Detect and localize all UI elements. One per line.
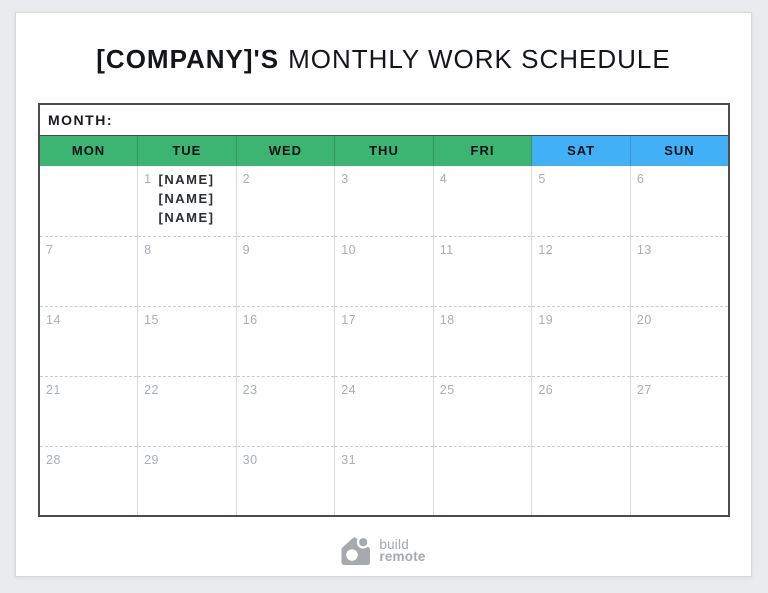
calendar-cell xyxy=(433,166,532,236)
calendar-cell xyxy=(532,236,631,306)
page-title xyxy=(16,44,751,75)
date-number: 28 xyxy=(46,452,61,467)
calendar-cell xyxy=(532,376,631,446)
calendar-cell xyxy=(630,446,729,516)
calendar-cell xyxy=(630,236,729,306)
date-number: 30 xyxy=(242,452,258,467)
calendar-cell xyxy=(630,376,729,446)
date-number: 5 xyxy=(538,172,546,186)
calendar-cell xyxy=(39,446,138,516)
calendar-cell xyxy=(630,306,729,376)
name-entry: [NAME] xyxy=(158,191,215,206)
date-number: 21 xyxy=(46,382,61,397)
date-number: 19 xyxy=(538,312,554,327)
calendar-cell xyxy=(335,236,434,306)
date-number: 4 xyxy=(439,172,448,186)
calendar-cell xyxy=(335,376,434,446)
schedule-table xyxy=(38,103,730,517)
date-number: 11 xyxy=(439,242,454,257)
calendar-cell xyxy=(138,446,237,516)
date-number: 15 xyxy=(144,312,159,327)
date-number: 17 xyxy=(341,312,357,327)
buildremote-logo xyxy=(16,532,751,570)
logo-line-build: build xyxy=(379,536,409,552)
calendar-cell xyxy=(39,376,138,446)
calendar-cell xyxy=(236,166,335,236)
date-number: 22 xyxy=(144,382,159,397)
calendar-cell xyxy=(335,446,434,516)
date-number: 6 xyxy=(636,172,645,186)
month-field: MONTH: xyxy=(39,104,729,135)
date-number: 18 xyxy=(439,312,455,327)
date-number: 7 xyxy=(46,242,54,257)
calendar-week-row xyxy=(39,236,729,306)
name-entry: [NAME] xyxy=(158,210,215,225)
date-number: 13 xyxy=(636,242,652,257)
date-number: 20 xyxy=(636,312,652,327)
day-header-tue: TUE xyxy=(138,135,237,166)
date-number: 27 xyxy=(636,382,652,397)
calendar-cell xyxy=(532,446,631,516)
day-header-thu: THU xyxy=(335,135,434,166)
assigned-names xyxy=(159,170,215,227)
calendar-week-row xyxy=(39,306,729,376)
date-number: 31 xyxy=(341,452,357,467)
title-rest: MONTHLY WORK SCHEDULE xyxy=(288,44,671,74)
date-number: 26 xyxy=(538,382,554,397)
date-number: 25 xyxy=(439,382,455,397)
day-header-sun: SUN xyxy=(630,135,729,166)
calendar-cell xyxy=(433,306,532,376)
name-entry: [NAME] xyxy=(158,172,215,187)
calendar-cell xyxy=(138,306,237,376)
calendar-cell xyxy=(433,236,532,306)
schedule-card xyxy=(15,12,752,577)
date-number: 8 xyxy=(144,242,152,257)
calendar-cell xyxy=(39,306,138,376)
calendar-cell xyxy=(236,236,335,306)
calendar-cell xyxy=(433,376,532,446)
date-number: 12 xyxy=(538,242,554,257)
date-number: 29 xyxy=(144,452,159,467)
month-row xyxy=(39,104,729,135)
calendar-cell xyxy=(335,166,434,236)
date-number: 9 xyxy=(242,242,251,257)
day-header-wed: WED xyxy=(236,135,335,166)
calendar-cell xyxy=(433,446,532,516)
calendar-body xyxy=(39,166,729,516)
calendar-week-row xyxy=(39,446,729,516)
date-number: 10 xyxy=(341,242,357,257)
calendar-cell xyxy=(532,166,631,236)
calendar-cell xyxy=(630,166,729,236)
calendar-cell xyxy=(236,446,335,516)
date-number: 3 xyxy=(341,172,349,186)
logo-line-remote: remote xyxy=(379,549,426,564)
date-number: 16 xyxy=(242,312,258,327)
day-header-fri: FRI xyxy=(433,135,532,166)
calendar-cell xyxy=(236,376,335,446)
calendar-cell xyxy=(236,306,335,376)
calendar-cell xyxy=(138,236,237,306)
day-header-mon: MON xyxy=(39,135,138,166)
calendar-cell xyxy=(138,166,237,236)
calendar-cell xyxy=(39,236,138,306)
calendar-cell xyxy=(335,306,434,376)
house-person-icon xyxy=(341,536,372,566)
day-header-row xyxy=(39,135,729,166)
company-name: [COMPANY]'S xyxy=(96,44,280,74)
calendar-week-row xyxy=(39,166,729,236)
calendar-cell xyxy=(39,166,138,236)
day-header-sat: SAT xyxy=(532,135,631,166)
calendar-week-row xyxy=(39,376,729,446)
date-number: 24 xyxy=(341,382,357,397)
date-number: 2 xyxy=(242,172,251,186)
date-number: 14 xyxy=(46,312,61,327)
calendar-cell xyxy=(532,306,631,376)
calendar-cell xyxy=(138,376,237,446)
date-number: 1 xyxy=(144,172,152,186)
date-number: 23 xyxy=(242,382,258,397)
logo-wordmark xyxy=(379,536,426,564)
